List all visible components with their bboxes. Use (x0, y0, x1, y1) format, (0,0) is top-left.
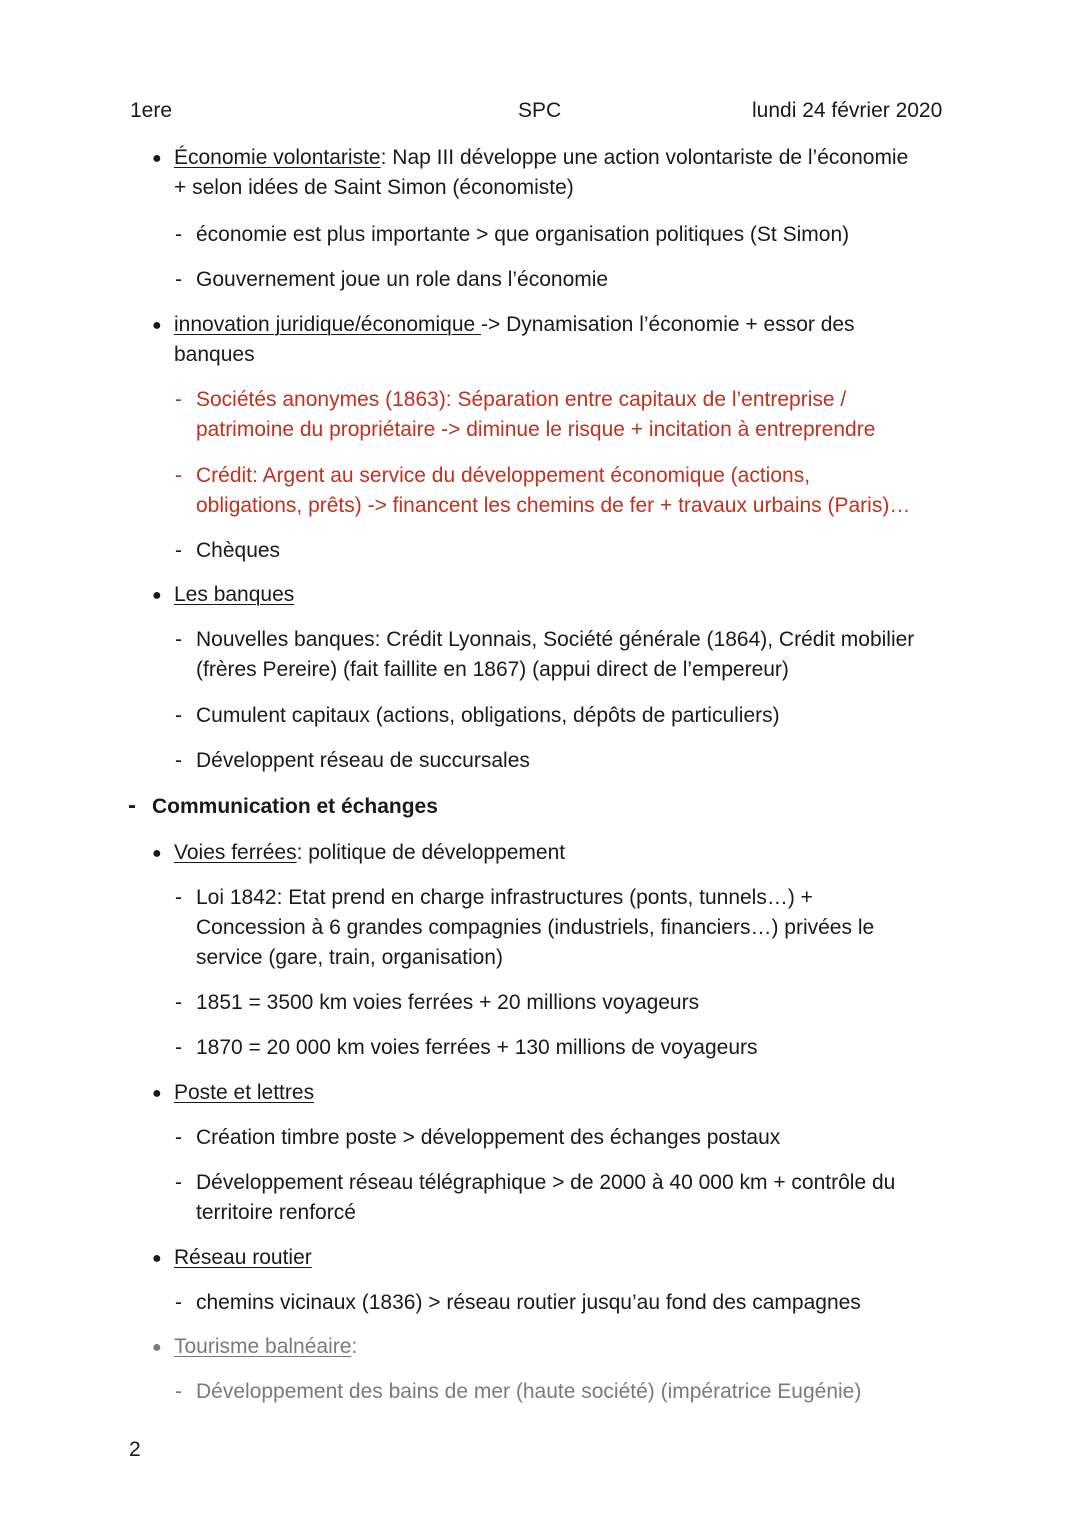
sub-item-continued: patrimoine du propriétaire -> diminue le risque + incitation à entreprendre (196, 418, 876, 441)
sub-item-continued: Concession à 6 grandes compagnies (industriels, financiers…) privées le (196, 916, 875, 939)
sub-item: Loi 1842: Etat prend en charge infrastructures (ponts, tunnels…) + (196, 886, 813, 909)
dash-icon: - (175, 268, 182, 291)
sub-item (196, 220, 849, 250)
sub-item-continued: territoire renforcé (196, 1201, 356, 1224)
bullet-innovation-juridique (174, 310, 855, 340)
sub-item: Sociétés anonymes (1863): Séparation entre capitaux de l’entreprise / (196, 388, 847, 411)
sub-item: chemins vicinaux (1836) > réseau routier jusqu’au fond des campagnes (196, 1291, 861, 1314)
bullet-text: : (351, 1335, 358, 1358)
page-number: 2 (129, 1438, 141, 1461)
bullet-title: innovation juridique/économique (174, 313, 482, 336)
sub-item: Chèques (196, 539, 281, 562)
bullet-text: -> Dynamisation l’économie + essor des (481, 313, 855, 336)
bullet-title: Réseau routier (174, 1246, 312, 1269)
sub-item: 1851 = 3500 km voies ferrées + 20 millions voyageurs (196, 991, 700, 1014)
header-class-label: 1ere (130, 99, 173, 122)
bullet-title: Économie volontariste (174, 146, 381, 169)
sub-item: Développent réseau de succursales (196, 749, 530, 772)
sub-item: Développement des bains de mer (haute société) (impératrice Eugénie) (196, 1380, 862, 1403)
bullet-text-continued: + selon idées de Saint Simon (économiste) (174, 176, 574, 199)
sub-item: Création timbre poste > développement des échanges postaux (196, 1126, 781, 1149)
bullet-reseau-routier (174, 1243, 312, 1273)
bullet-icon: ● (152, 1250, 162, 1267)
bullet-icon: ● (152, 1085, 162, 1102)
dash-icon: - (175, 464, 182, 487)
bullet-economie-volontariste (174, 143, 908, 173)
header-subject-label: SPC (518, 99, 562, 122)
bullet-voies-ferrees (174, 838, 565, 868)
dash-icon: - (175, 1291, 182, 1314)
dash-icon: - (175, 539, 182, 562)
sub-item: Nouvelles banques: Crédit Lyonnais, Société générale (1864), Crédit mobilier (196, 628, 915, 651)
dash-icon: - (175, 1380, 182, 1403)
bullet-title: Tourisme balnéaire (174, 1335, 352, 1358)
section-heading: Communication et échanges (152, 795, 438, 818)
dash-icon: - (175, 704, 182, 727)
header-date-label: lundi 24 février 2020 (752, 99, 943, 122)
sub-item: Gouvernement joue un role dans l’économie (196, 268, 609, 291)
bullet-text-continued: banques (174, 343, 255, 366)
sub-item-continued: service (gare, train, organisation) (196, 946, 503, 969)
bullet-icon: ● (152, 845, 162, 862)
sub-item: 1870 = 20 000 km voies ferrées + 130 millions de voyageurs (196, 1036, 758, 1059)
sub-item-text: économie est plus importante > que organisation politiques (St Simon) (196, 223, 850, 246)
bullet-text: : politique de développement (296, 841, 566, 864)
dash-icon: - (175, 991, 182, 1014)
bullet-poste-et-lettres (174, 1078, 314, 1108)
bullet-title: Poste et lettres (174, 1081, 315, 1104)
sub-item-continued: (frères Pereire) (fait faillite en 1867) (appui direct de l’empereur) (196, 658, 789, 681)
dash-icon: - (175, 223, 182, 246)
sub-item: Développement réseau télégraphique > de 2000 à 40 000 km + contrôle du (196, 1171, 896, 1194)
dash-icon: - (128, 792, 136, 819)
dash-icon: - (175, 1171, 182, 1194)
bullet-les-banques (174, 580, 294, 610)
sub-item: Cumulent capitaux (actions, obligations, dépôts de particuliers) (196, 704, 780, 727)
dash-icon: - (175, 1036, 182, 1059)
bullet-title: Voies ferrées (174, 841, 297, 864)
bullet-title: Les banques (174, 583, 295, 606)
bullet-icon: ● (152, 587, 162, 604)
bullet-icon: ● (152, 150, 162, 167)
dash-icon: - (175, 749, 182, 772)
dash-icon: - (175, 886, 182, 909)
bullet-tourisme-balneaire (174, 1332, 357, 1362)
dash-icon: - (175, 388, 182, 411)
bullet-icon: ● (152, 1339, 162, 1356)
sub-item-continued: obligations, prêts) -> financent les chemins de fer + travaux urbains (Paris)… (196, 494, 911, 517)
sub-item: Crédit: Argent au service du développement économique (actions, (196, 464, 811, 487)
dash-icon: - (175, 1126, 182, 1149)
bullet-icon: ● (152, 317, 162, 334)
bullet-text: : Nap III développe une action volontariste de l’économie (380, 146, 909, 169)
dash-icon: - (175, 628, 182, 651)
